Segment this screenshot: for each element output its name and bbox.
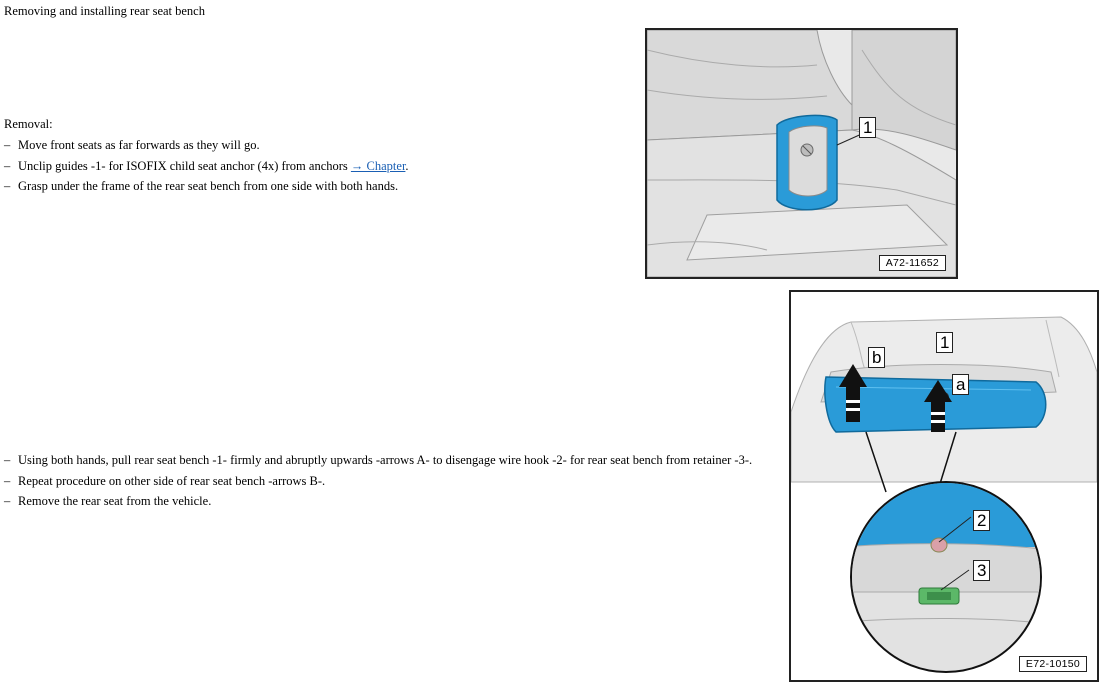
removal-steps-part2 [4, 453, 764, 515]
step-grasp-frame: – Grasp under the frame of the rear seat bench from one side with both hands. [4, 179, 399, 193]
step-move-front-seats: – Move front seats as far forwards as they will go. [4, 138, 260, 152]
isofix-illustration [647, 30, 956, 277]
callout-1: 1 [859, 117, 876, 138]
step-repeat-other-side: – Repeat procedure on other side of rear seat bench -arrows B-. [4, 473, 326, 488]
removal-steps-part1 [4, 138, 604, 200]
callout-a: a [952, 374, 969, 395]
figure-id-label: E72-10150 [1019, 656, 1087, 672]
removal-label: Removal: [4, 117, 53, 131]
step-pull-bench: – Using both hands, pull rear seat bench -1- firmly and abruptly upwards -arrows A- to disengage wire hook -2- for rear seat bench from retainer -3-. [4, 453, 753, 467]
callout-1: 1 [936, 332, 953, 353]
chapter-link[interactable]: → Chapter [350, 158, 406, 173]
step-remove-seat: – Remove the rear seat from the vehicle. [4, 494, 212, 508]
page-title: Removing and installing rear seat bench [4, 4, 205, 18]
callout-3: 3 [973, 560, 990, 581]
figure-isofix-guide [645, 28, 958, 279]
callout-2: 2 [973, 510, 990, 531]
figure-id-label: A72-11652 [879, 255, 946, 271]
step-unclip-guides: – Unclip guides -1- for ISOFIX child seat anchor (4x) from anchors → Chapter. [4, 158, 409, 173]
callout-b: b [868, 347, 885, 368]
figure-rear-seat-bench [789, 290, 1099, 682]
